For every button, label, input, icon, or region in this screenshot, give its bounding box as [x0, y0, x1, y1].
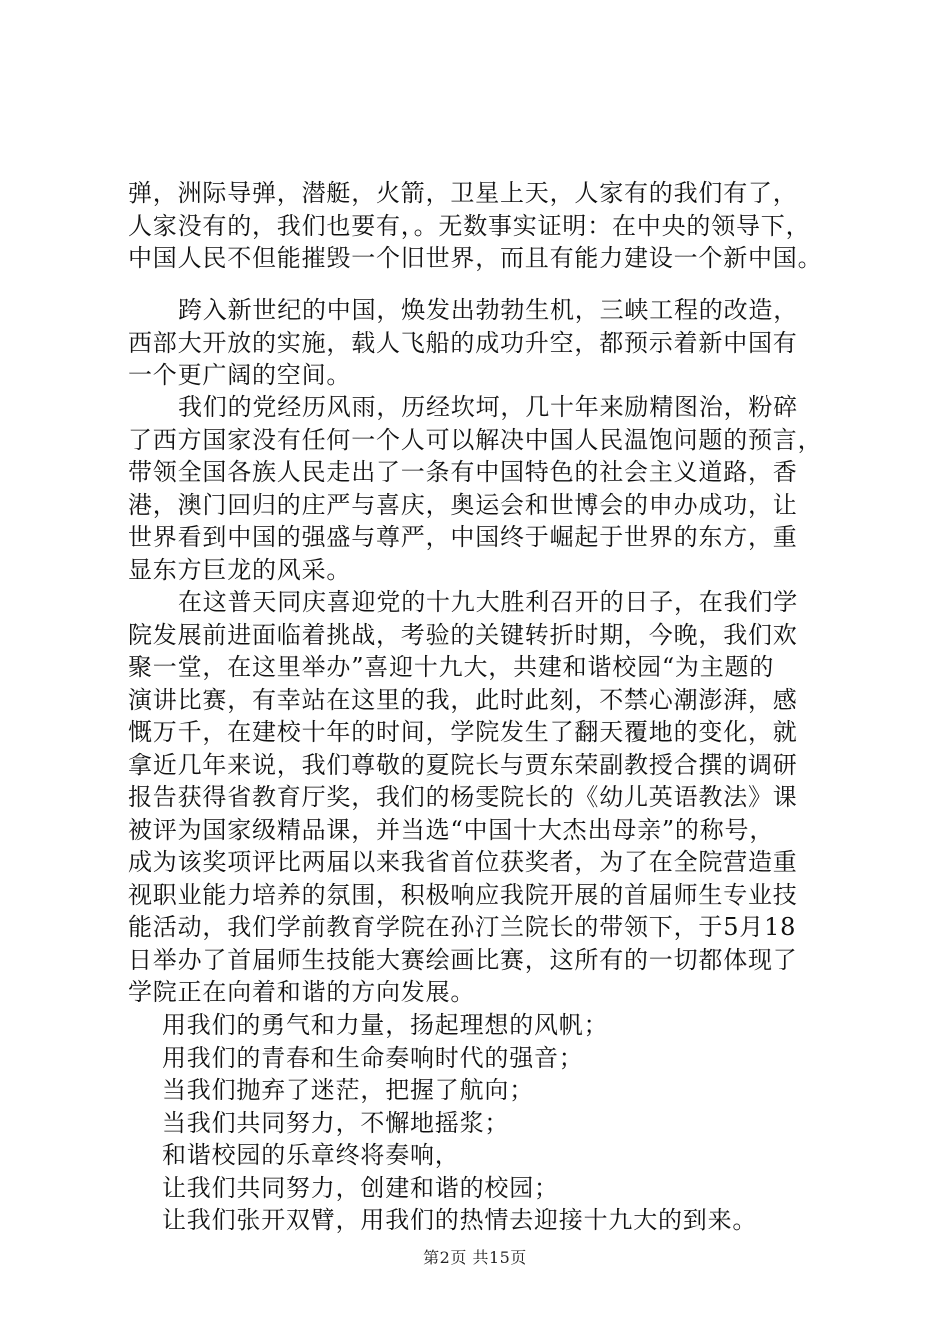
- text-line: 视职业能力培养的氛围，积极响应我院开展的首届师生专业技: [128, 880, 798, 909]
- text-line: 弹，洲际导弹，潜艇，火箭，卫星上天，人家有的我们有了，: [128, 179, 798, 207]
- text-line: 演讲比赛，有幸站在这里的我，此时此刻，不禁心潮澎湃，感: [128, 685, 798, 714]
- verse-line: 和谐校园的乐章终将奏响，: [162, 1141, 460, 1169]
- text-line: 被评为国家级精品课，并当选“中国十大杰出母亲”的称号，: [128, 815, 775, 844]
- paragraph-achievements: [128, 177, 848, 275]
- text-line: 世界看到中国的强盛与尊严，中国终于崛起于世界的东方，重: [128, 523, 798, 551]
- text-line: 成为该奖项评比两届以来我省首位获奖者，为了在全院营造重: [128, 848, 798, 876]
- text-line: 人家没有的，我们也要有，。无数事实证明：在中央的领导下，: [128, 211, 811, 240]
- verse-line: 用我们的勇气和力量，扬起理想的风帆；: [162, 1011, 609, 1039]
- text-line: 带领全国各族人民走出了一条有中国特色的社会主义道路，香: [128, 458, 798, 486]
- text-line: 能活动，我们学前教育学院在孙汀兰院长的带领下，于5月18: [128, 913, 797, 941]
- text-line: 我们的党经历风雨，历经坎坷，几十年来励精图治，粉碎: [178, 393, 798, 421]
- paragraph-new-century: [128, 294, 848, 392]
- paragraph-college: [128, 586, 848, 1009]
- verse-line: 当我们共同努力，不懈地摇浆；: [162, 1108, 510, 1137]
- text-line: 院发展前进面临着挑战，考验的关键转折时期，今晚，我们欢: [128, 620, 798, 649]
- text-line: 中国人民不但能摧毁一个旧世界，而且有能力建设一个新中国。: [128, 244, 823, 272]
- page-number-footer: 第2页 共15页: [423, 1248, 527, 1267]
- text-line: 显东方巨龙的风采。: [128, 555, 352, 584]
- verse-line: 用我们的青春和生命奏响时代的强音；: [162, 1043, 584, 1072]
- text-line: 西部大开放的实施，载人飞船的成功升空，都预示着新中国有: [128, 328, 798, 357]
- verse-line: 让我们张开双臂，用我们的热情去迎接十九大的到来。: [162, 1206, 758, 1234]
- verse-line: 当我们抛弃了迷茫，把握了航向；: [162, 1076, 534, 1104]
- text-line: 了西方国家没有任何一个人可以解决中国人民温饱问题的预言，: [128, 425, 823, 454]
- verse-line: 让我们共同努力，创建和谐的校园；: [162, 1173, 559, 1202]
- text-line: 聚一堂，在这里举办”喜迎十九大，共建和谐校园“为主题的: [128, 653, 775, 681]
- closing-verse: [128, 1009, 848, 1237]
- text-line: 报告获得省教育厅奖，我们的杨雯院长的《幼儿英语教法》课: [128, 783, 798, 811]
- text-line: 一个更广阔的空间。: [128, 361, 352, 389]
- text-line: 在这普天同庆喜迎党的十九大胜利召开的日子，在我们学: [178, 588, 798, 616]
- text-line: 学院正在向着和谐的方向发展。: [128, 978, 476, 1006]
- text-line: 港，澳门回归的庄严与喜庆，奥运会和世博会的申办成功，让: [128, 490, 798, 519]
- text-line: 慨万千，在建校十年的时间，学院发生了翻天覆地的变化，就: [128, 718, 798, 746]
- text-line: 拿近几年来说，我们尊敬的夏院长与贾东荣副教授合撰的调研: [128, 750, 798, 779]
- text-line: 跨入新世纪的中国，焕发出勃勃生机，三峡工程的改造，: [178, 296, 798, 324]
- paragraph-party: [128, 391, 848, 586]
- text-line: 日举办了首届师生技能大赛绘画比赛，这所有的一切都体现了: [128, 945, 798, 974]
